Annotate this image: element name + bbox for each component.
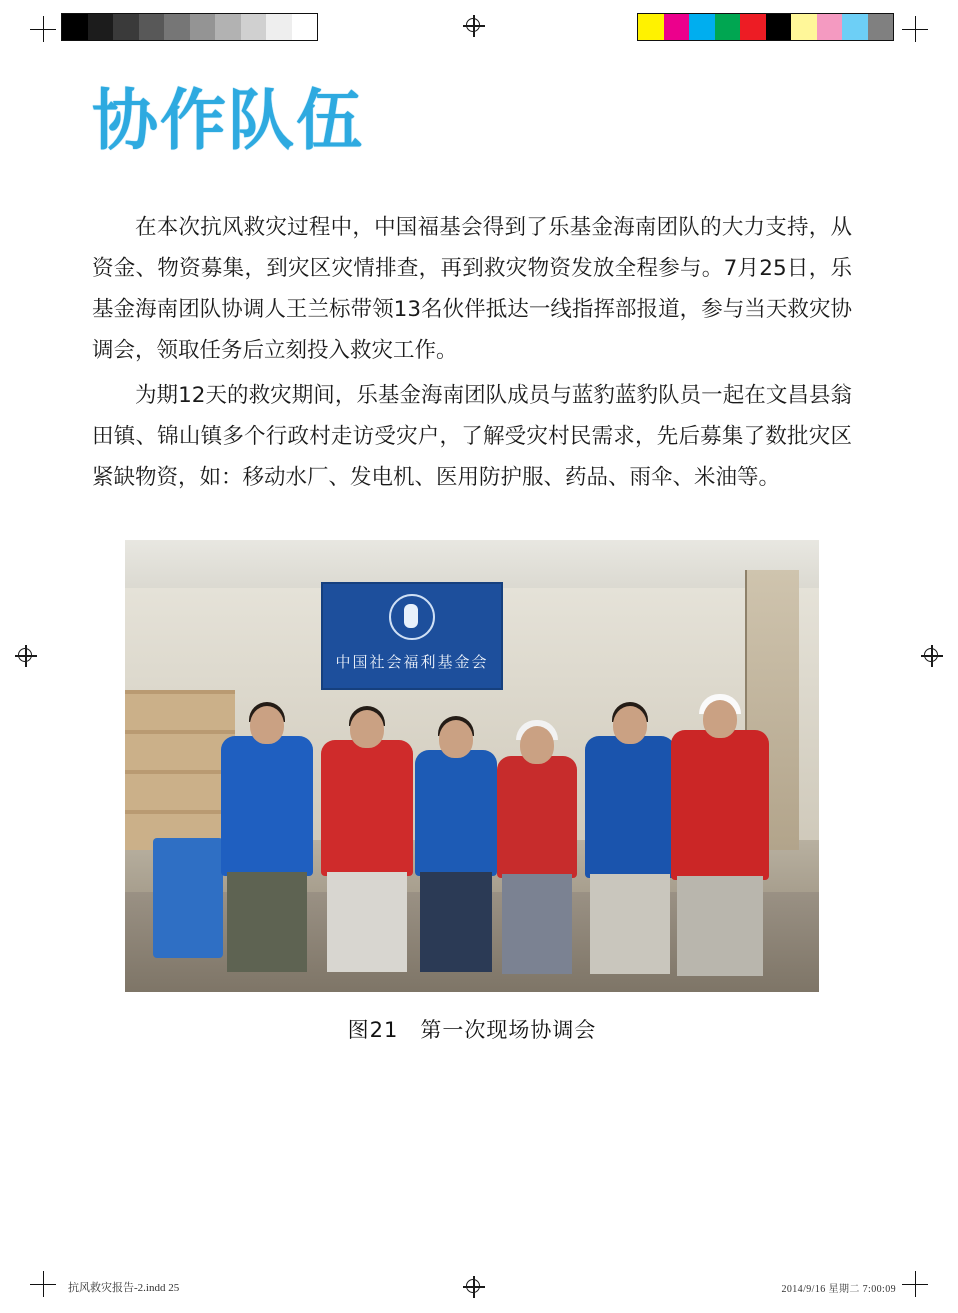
- figure-block: [92, 540, 852, 1044]
- footer-filename: 抗风救灾报告-2.indd 25: [68, 1282, 180, 1294]
- banner-text: 中国社会福利基金会: [335, 653, 489, 672]
- foundation-emblem-icon: [389, 594, 435, 640]
- blue-chair: [153, 838, 223, 958]
- grayscale-calibration-bar: [61, 13, 318, 41]
- body-paragraph-2: 为期12天的救灾期间，乐基金海南团队成员与蓝豹蓝豹队员一起在文昌县翁田镇、锦山镇多个行政村走访受灾户，了解受灾村民需求，先后募集了数批灾区紧缺物资，如：移动水厂、发电机、医用防护服、药品、雨伞、米油等。: [92, 383, 852, 491]
- page-title: 协作队伍: [92, 82, 364, 159]
- registration-target-bottom: [463, 1276, 485, 1298]
- figure-photo: [125, 540, 819, 992]
- registration-target-left: [15, 645, 37, 667]
- registration-target-right: [921, 645, 943, 667]
- crop-mark-top-left: [30, 16, 56, 42]
- color-calibration-bar: [637, 13, 894, 41]
- figure-caption: 图21 第一次现场协调会: [347, 1018, 597, 1043]
- registration-target-top: [463, 15, 485, 37]
- crop-mark-bottom-right: [902, 1271, 928, 1297]
- person-red-shirt-2: [497, 756, 577, 878]
- person-blue-shirt-2: [415, 750, 497, 876]
- organization-banner: [321, 582, 503, 690]
- person-red-shirt-3: [671, 730, 769, 880]
- person-blue-shirt-1: [221, 736, 313, 876]
- person-red-shirt-1: [321, 740, 413, 876]
- crop-mark-top-right: [902, 16, 928, 42]
- body-paragraph-1: 在本次抗风救灾过程中，中国福基会得到了乐基金海南团队的大力支持，从资金、物资募集，到灾区灾情排查，再到救灾物资发放全程参与。7月25日，乐基金海南团队协调人王兰标带领13名伙伴抵达一线指挥部报道，参与当天救灾协调会，领取任务后立刻投入救灾工作。: [92, 215, 852, 364]
- supply-boxes: [125, 690, 235, 850]
- crop-mark-bottom-left: [30, 1271, 56, 1297]
- person-blue-shirt-3: [585, 736, 675, 878]
- footer-timestamp: 2014/9/16 星期二 7:00:09: [781, 1284, 896, 1295]
- document-content: [92, 82, 852, 1044]
